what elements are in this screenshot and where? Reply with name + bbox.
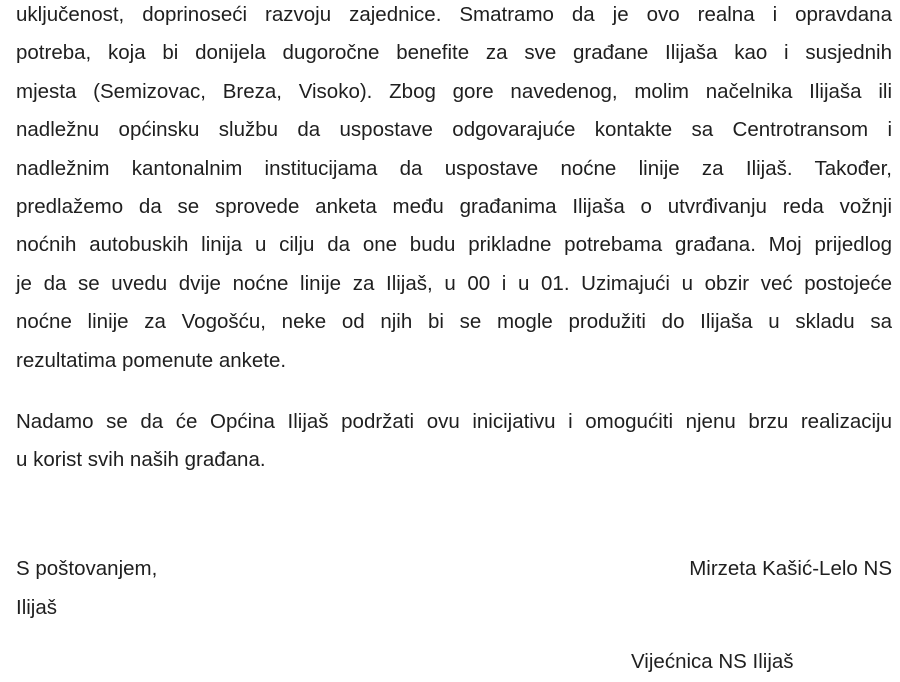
closing-salutation: S poštovanjem, — [16, 557, 158, 580]
text-line: nadležnu općinsku službu da uspostave odgovarajuće kontakte sa Centrotransom i — [16, 118, 892, 142]
body-paragraph-1 — [16, 0, 892, 380]
body-paragraph-2 — [16, 403, 892, 480]
text-line: uključenost, doprinoseći razvoju zajednice. Smatramo da je ovo realna i opravdana — [16, 3, 892, 26]
signer-name: Mirzeta Kašić-Lelo NS — [689, 557, 892, 580]
text-line: u korist svih naših građana. — [16, 448, 266, 472]
text-line: je da se uvedu dvije noćne linije za Ilijaš, u 00 i u 01. Uzimajući u obzir već postojeće — [16, 271, 892, 295]
text-line: potreba, koja bi donijela dugoročne benefite za sve građane Ilijaša kao i susjednih — [16, 41, 892, 65]
text-line: noćne linije za Vogošću, neke od njih bi se mogle produžiti do Ilijaša u skladu sa — [16, 310, 892, 334]
text-line: rezultatima pomenute ankete. — [16, 348, 287, 372]
text-line: nadležnim kantonalnim institucijama da uspostave noćne linije za Ilijaš. Također, — [16, 156, 892, 180]
place-name: Ilijaš — [16, 596, 58, 619]
text-line: noćnih autobuskih linija u cilju da one budu prikladne potrebama građana. Moj prijedlog — [16, 233, 892, 257]
signer-role: Vijećnica NS Ilijaš — [631, 650, 794, 673]
text-line: predlažemo da se sprovede anketa među građanima Ilijaša o utvrđivanju reda vožnji — [16, 195, 892, 219]
text-line: mjesta (Semizovac, Breza, Visoko). Zbog gore navedenog, molim načelnika Ilijaša ili — [16, 79, 892, 103]
text-line: Nadamo se da će Općina Ilijaš podržati ovu inicijativu i omogućiti njenu brzu realizaciju — [16, 410, 892, 433]
